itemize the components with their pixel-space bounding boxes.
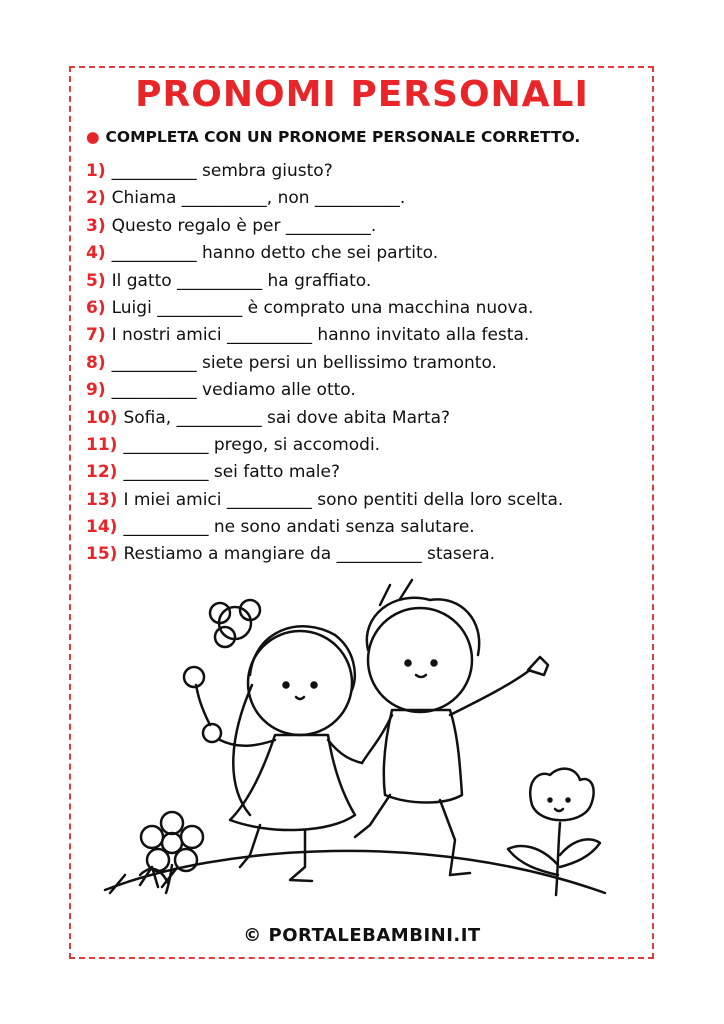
exercise-item <box>86 432 656 459</box>
exercise-text: Luigi __________ è comprato una macchina nuova. <box>111 297 534 318</box>
exercise-text: __________ siete persi un bellissimo tramonto. <box>111 352 497 373</box>
exercise-number: 13) <box>86 489 118 510</box>
exercise-text: __________ hanno detto che sei partito. <box>111 243 439 264</box>
exercise-item <box>86 514 656 541</box>
exercise-item <box>86 377 656 404</box>
exercise-item <box>86 350 656 377</box>
exercise-item <box>86 541 656 568</box>
copyright-footer: © PORTALEBAMBINI.IT <box>243 925 481 946</box>
boy-figure <box>355 580 548 875</box>
exercise-item <box>86 487 656 514</box>
exercise-number: 14) <box>86 517 118 538</box>
girl-figure <box>184 600 362 881</box>
exercise-number: 9) <box>86 380 106 401</box>
exercise-number: 5) <box>86 270 106 291</box>
exercise-text: __________ prego, si accomodi. <box>123 434 381 455</box>
exercise-number: 10) <box>86 407 118 428</box>
exercise-item <box>86 405 656 432</box>
exercise-text: I miei amici __________ sono pentiti della loro scelta. <box>123 489 564 510</box>
exercise-number: 11) <box>86 434 118 455</box>
ground-line <box>105 851 605 893</box>
instruction <box>86 128 580 146</box>
children-illustration <box>100 575 624 915</box>
exercise-text: __________ vediamo alle otto. <box>111 380 356 401</box>
exercise-text: Il gatto __________ ha graffiato. <box>111 270 372 291</box>
instruction-text: COMPLETA CON UN PRONOME PERSONALE CORRETTO. <box>105 128 581 146</box>
exercise-text: Restiamo a mangiare da __________ stasera. <box>123 544 496 565</box>
exercise-item <box>86 295 656 322</box>
exercise-number: 6) <box>86 297 106 318</box>
exercise-number: 7) <box>86 325 106 346</box>
exercise-text: Questo regalo è per __________. <box>111 215 377 236</box>
flower-icon <box>140 812 203 893</box>
exercise-number: 4) <box>86 243 106 264</box>
exercise-item <box>86 240 656 267</box>
exercise-text: __________ sei fatto male? <box>123 462 341 483</box>
exercise-item <box>86 322 656 349</box>
exercise-list <box>86 158 656 569</box>
worksheet-title: PRONOMI PERSONALI <box>135 74 589 115</box>
bullet-icon: ● <box>86 128 100 146</box>
exercise-text: __________ sembra giusto? <box>111 161 333 181</box>
exercise-text: I nostri amici __________ hanno invitato alla festa. <box>111 325 530 346</box>
exercise-number: 12) <box>86 462 118 483</box>
exercise-number: 1) <box>86 161 106 181</box>
exercise-item <box>86 158 656 185</box>
exercise-number: 3) <box>86 215 106 236</box>
exercise-text: Sofia, __________ sai dove abita Marta? <box>123 407 451 428</box>
exercise-number: 8) <box>86 352 106 373</box>
exercise-item <box>86 459 656 486</box>
exercise-item <box>86 185 656 212</box>
exercise-item <box>86 213 656 240</box>
exercise-item <box>86 268 656 295</box>
exercise-number: 15) <box>86 544 118 565</box>
exercise-text: Chiama __________, non __________. <box>111 188 406 209</box>
exercise-text: __________ ne sono andati senza salutare. <box>123 517 475 538</box>
exercise-number: 2) <box>86 188 106 209</box>
